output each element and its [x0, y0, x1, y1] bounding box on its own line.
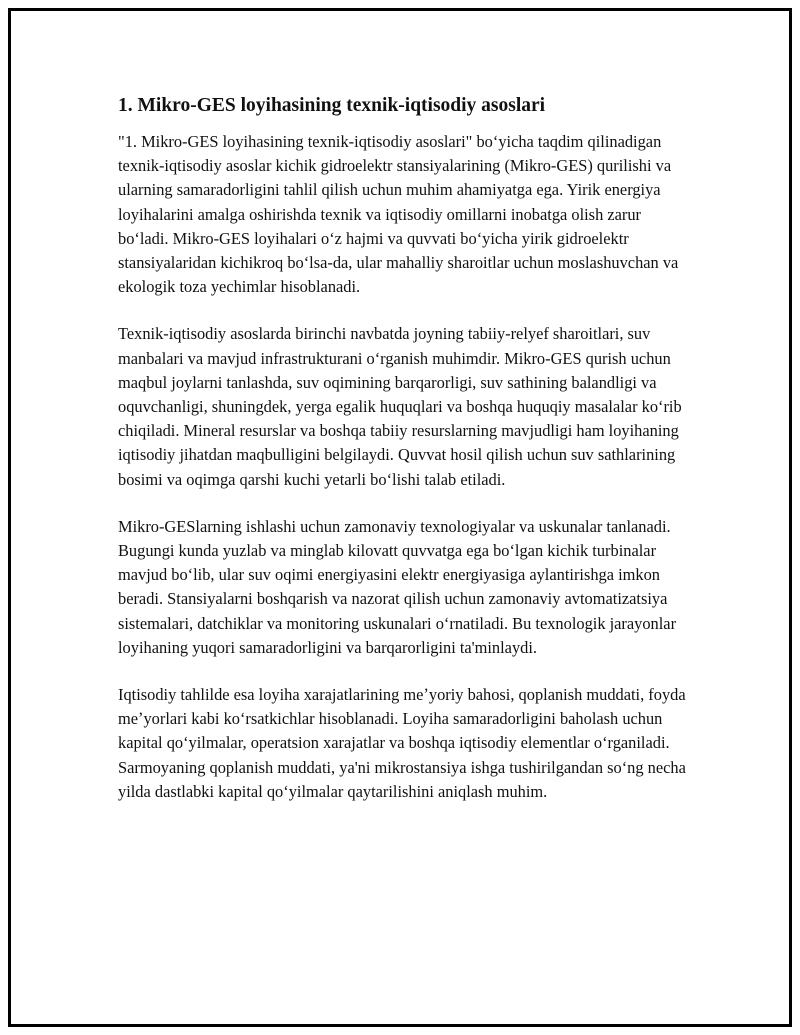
section-title: 1. Mikro-GES loyihasining texnik-iqtisodiy asoslari	[118, 95, 546, 116]
paragraph-technical-basis: Texnik-iqtisodiy asoslarda birinchi navbatda joyning tabiiy-relyef sharoitlari, suv manbalari va mavjud infrastrukturani oʻrganish muhimdir. Mikro-GES qurish uchun maqbul joylarni tanlashda, suv oqimining barqarorligi, suv sathining balandligi va oquvchanligi, shuningdek, yerga egalik huquqlari va boshqa huquqiy masalalar koʻrib chiqiladi. Mineral resurslar va boshqa tabiiy resurslarning mavjudligi ham loyihaning iqtisodiy jihatdan maqbulligini belgilaydi. Quvvat hosil qilish uchun suv sathlarining bosimi va oqimga qarshi kuchi yetarli boʻlishi talab etiladi.	[118, 324, 682, 489]
paragraph-intro: "1. Mikro-GES loyihasining texnik-iqtisodiy asoslari" boʻyicha taqdim qilinadigan texnik-iqtisodiy asoslar kichik gidroelektr stansiyalarining (Mikro-GES) qurilishi va ularning samaradorligini tahlil qilish uchun muhim ahamiyatga ega. Yirik energiya loyihalarini amalga oshirishda texnik va iqtisodiy omillarni inobatga olish zarur boʻladi. Mikro-GES loyihalari oʻz hajmi va quvvati boʻyicha yirik gidroelektr stansiyalaridan kichikroq boʻlsa-da, ular mahalliy sharoitlar uchun moslashuvchan va ekologik toza yechimlar hisoblanadi.	[118, 132, 679, 297]
paragraph-technology: Mikro-GESlarning ishlashi uchun zamonaviy texnologiyalar va uskunalar tanlanadi. Bugungi kunda yuzlab va minglab kilovatt quvvatga ega boʻlgan kichik turbinalar mavjud boʻlib, ular suv oqimi energiyasini elektr energiyasiga aylantirishga imkon beradi. Stansiyalarni boshqarish va nazorat qilish uchun zamonaviy avtomatizatsiya sistemalari, datchiklar va monitoring uskunalari oʻrnatiladi. Bu texnologik jarayonlar loyihaning yuqori samaradorligini va barqarorligini ta'minlaydi.	[118, 516, 677, 657]
paragraph-economic-analysis: Iqtisodiy tahlilde esa loyiha xarajatlarining meʼyoriy bahosi, qoplanish muddati, foyda meʼyorlari kabi koʻrsatkichlar hisoblanadi. Loyiha samaradorligini baholash uchun kapital qoʻyilmalar, operatsion xarajatlar va boshqa iqtisodiy elementlar oʻrganiladi. Sarmoyaning qoplanish muddati, ya'ni mikrostansiya ishga tushirilgandan soʻng necha yilda dastlabki kapital qoʻyilmalar qaytarilishini aniqlash muhim.	[118, 685, 686, 801]
document-body	[118, 92, 688, 827]
